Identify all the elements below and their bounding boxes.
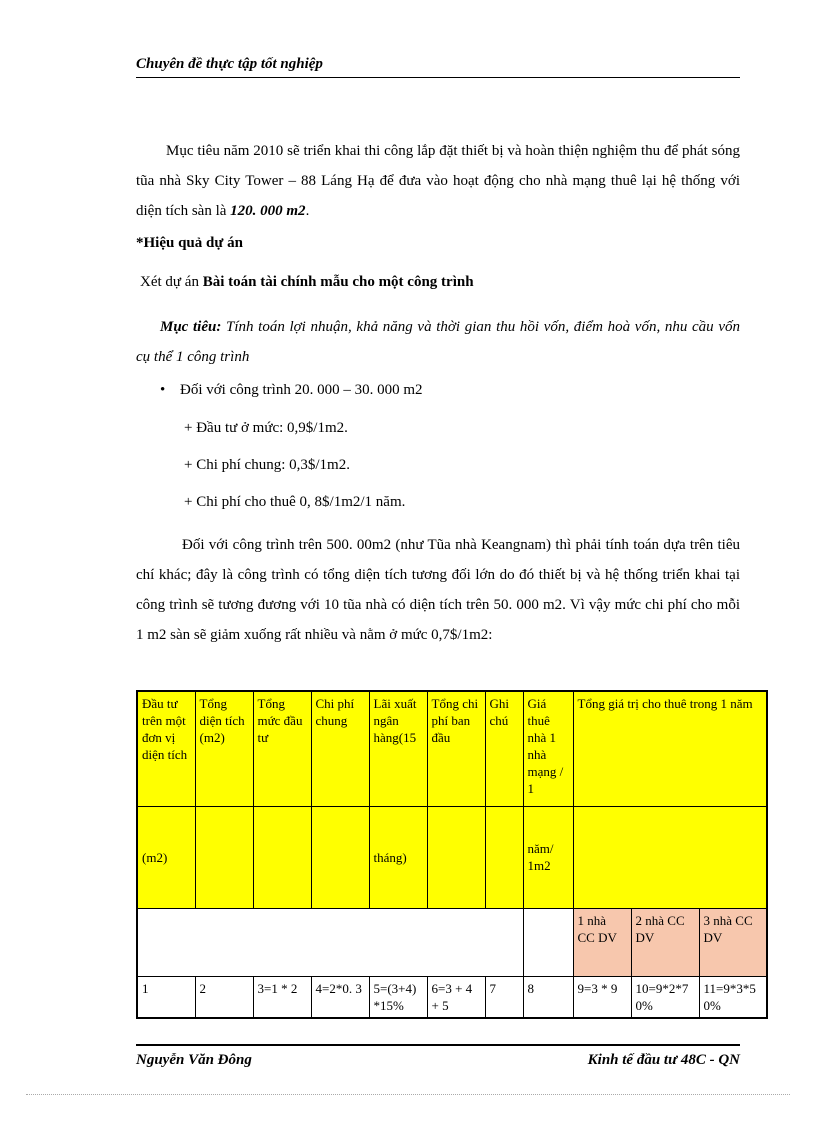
th-common-cost: Chi phí chung xyxy=(311,691,369,806)
table-cell xyxy=(253,806,311,908)
table-cell xyxy=(137,908,523,976)
formula-cell: 7 xyxy=(485,976,523,1018)
th-total-investment: Tổng mức đầu tư xyxy=(253,691,311,806)
formula-cell: 8 xyxy=(523,976,573,1018)
th-total-area: Tổng diện tích (m2) xyxy=(195,691,253,806)
th-initial-cost: Tổng chi phí ban đầu xyxy=(427,691,485,806)
plus-item-common-cost: + Chi phí chung: 0,3$/1m2. xyxy=(184,457,350,473)
formula-cell: 4=2*0. 3 xyxy=(311,976,369,1018)
objective-label: Mục tiêu: xyxy=(160,319,222,335)
section-heading-project-efficiency: *Hiệu quả dự án xyxy=(136,235,243,251)
plus-item-investment: + Đầu tư ở mức: 0,9$/1m2. xyxy=(184,420,348,436)
floor-area-value: 120. 000 m2 xyxy=(230,203,306,219)
page-bottom-divider xyxy=(26,1094,790,1095)
bullet-text: Đối với công trình 20. 000 – 30. 000 m2 xyxy=(180,382,423,398)
table-units-row xyxy=(137,806,767,908)
th-investment-per-unit: Đầu tư trên một đơn vị diện tích xyxy=(137,691,195,806)
formula-cell: 6=3 + 4 + 5 xyxy=(427,976,485,1018)
page-footer xyxy=(136,1044,740,1069)
table-cell xyxy=(523,908,573,976)
bullet-icon: • xyxy=(160,382,166,398)
th-bank-interest: Lãi xuất ngân hàng(15 xyxy=(369,691,427,806)
paragraph-goal-2010 xyxy=(136,136,740,226)
formula-cell: 9=3 * 9 xyxy=(573,976,631,1018)
unit-month: tháng) xyxy=(369,806,427,908)
formula-cell: 11=9*3*5 0% xyxy=(699,976,767,1018)
footer-author: Nguyễn Văn Đông xyxy=(136,1052,252,1068)
financial-table xyxy=(136,690,768,1019)
objective-text: Tính toán lợi nhuận, khả năng và thời gian thu hồi vốn, điểm hoà vốn, nhu cầu vốn cụ thể 1 công trình xyxy=(136,319,741,365)
table-cell xyxy=(427,806,485,908)
paragraph-text: Mục tiêu năm 2010 sẽ triển khai thi công lắp đặt thiết bị và hoàn thiện nghiệm thu để phát sóng tũa nhà Sky City Tower – 88 Láng Hạ để đưa vào hoạt động cho nhà mạng thuê lại hệ thống với diện tích sàn là xyxy=(136,143,740,219)
formula-cell: 10=9*2*7 0% xyxy=(631,976,699,1018)
paragraph-keangnam: Đối với công trình trên 500. 00m2 (như Tũa nhà Keangnam) thì phải tính toán dựa trên tiêu chí khác; đây là công trình có tổng diện tích tương đối lớn do đó thiết bị và hệ thống triển khai tại công trình sẽ tương đương với 10 tũa nhà có diện tích trên 50. 000 m2. Vì vậy mức chi phí cho mỗi 1 m2 sàn sẽ giảm xuống rất nhiều và nằm ở mức 0,7$/1m2: xyxy=(136,537,740,643)
table-formula-row xyxy=(137,976,767,1018)
plus-item-rental-cost: + Chi phí cho thuê 0, 8$/1m2/1 năm. xyxy=(184,494,406,510)
th-total-rental-value: Tổng giá trị cho thuê trong 1 năm xyxy=(573,691,767,806)
table-cell xyxy=(311,806,369,908)
th-rental-price: Giá thuê nhà 1 nhà mạng / 1 xyxy=(523,691,573,806)
th-three-buildings: 3 nhà CC DV xyxy=(699,908,767,976)
page-header xyxy=(136,56,740,78)
table-cell xyxy=(195,806,253,908)
th-note: Ghi chú xyxy=(485,691,523,806)
bullet-item xyxy=(160,382,423,399)
table-sub-header-row xyxy=(137,908,767,976)
project-line-prefix: Xét dự án xyxy=(140,274,203,290)
paragraph-objective xyxy=(136,312,740,372)
unit-year-m2: năm/ 1m2 xyxy=(523,806,573,908)
footer-class: Kinh tế đầu tư 48C - QN xyxy=(587,1052,740,1068)
header-title: Chuyên đề thực tập tốt nghiệp xyxy=(136,56,323,72)
th-one-building: 1 nhà CC DV xyxy=(573,908,631,976)
formula-cell: 5=(3+4) *15% xyxy=(369,976,427,1018)
table-cell xyxy=(485,806,523,908)
project-line-title: Bài toán tài chính mẫu cho một công trình xyxy=(202,274,474,290)
th-two-buildings: 2 nhà CC DV xyxy=(631,908,699,976)
formula-cell: 1 xyxy=(137,976,195,1018)
table-header-row xyxy=(137,691,767,806)
formula-cell: 2 xyxy=(195,976,253,1018)
formula-cell: 3=1 * 2 xyxy=(253,976,311,1018)
unit-m2: (m2) xyxy=(137,806,195,908)
table-cell xyxy=(573,806,767,908)
project-line xyxy=(140,274,474,291)
paragraph-end: . xyxy=(305,203,310,219)
